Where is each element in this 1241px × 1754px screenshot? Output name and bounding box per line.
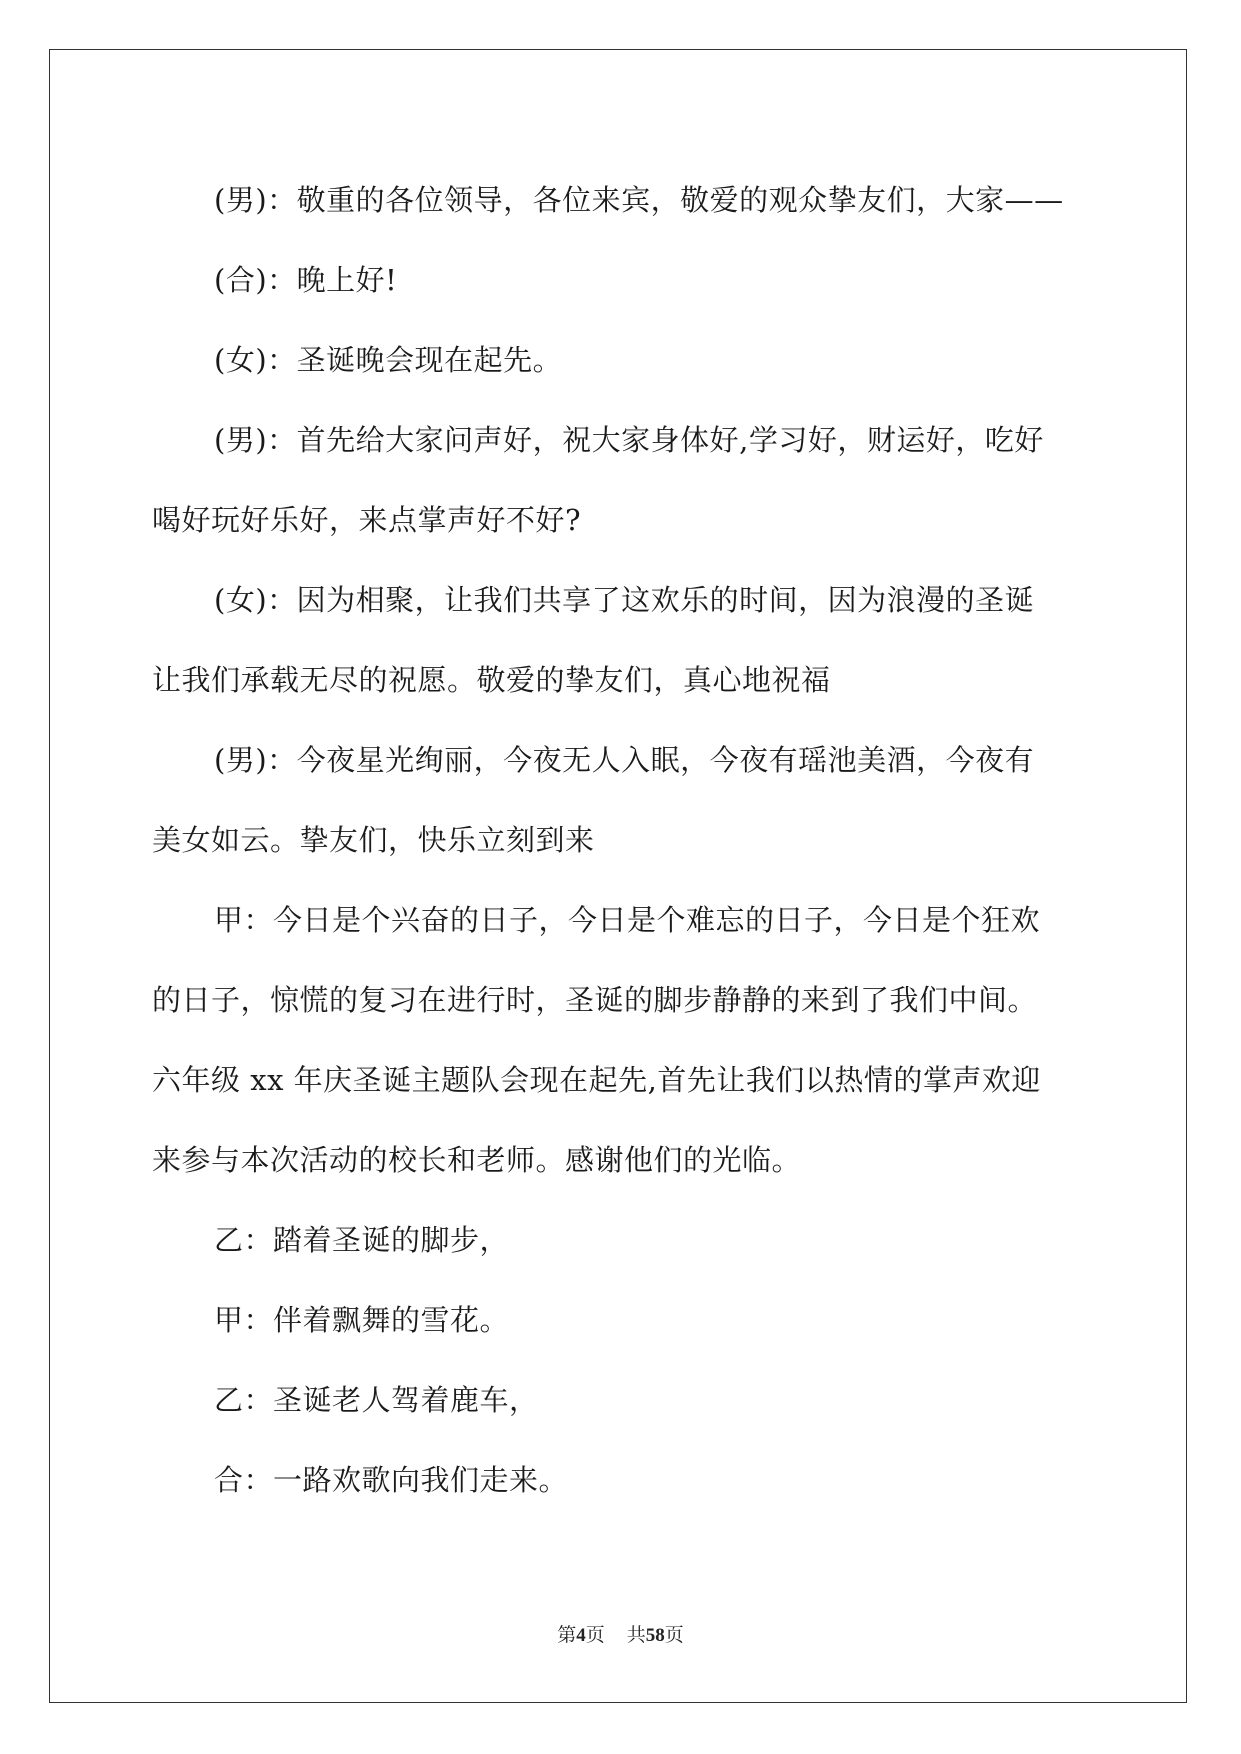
text-line: 来参与本次活动的校长和老师。感谢他们的光临。 <box>152 1143 802 1177</box>
footer-total-suffix: 页 <box>664 1625 684 1646</box>
text-line: (男)：敬重的各位领导，各位来宾，敬爱的观众挚友们，大家—— <box>214 183 1064 217</box>
total-pages: 58 <box>645 1625 665 1646</box>
text-line: 甲：伴着飘舞的雪花。 <box>214 1303 510 1337</box>
text-line: 美女如云。挚友们，快乐立刻到来 <box>152 823 595 857</box>
text-line: (男)：首先给大家问声好，祝大家身体好,学习好，财运好，吃好 <box>214 423 1044 457</box>
text-block <box>152 160 1087 1520</box>
text-line: 乙：踏着圣诞的脚步， <box>214 1223 510 1257</box>
text-line: 喝好玩好乐好，来点掌声好不好? <box>152 503 582 537</box>
page-number: 4 <box>576 1625 586 1646</box>
text-line: (合)：晚上好! <box>214 263 398 297</box>
text-line: 乙：圣诞老人驾着鹿车， <box>214 1383 539 1417</box>
footer-total-prefix: 共 <box>626 1625 646 1646</box>
text-line: 合：一路欢歌向我们走来。 <box>214 1463 569 1497</box>
text-line: 甲：今日是个兴奋的日子，今日是个难忘的日子，今日是个狂欢 <box>214 903 1041 937</box>
text-line: 六年级 xx 年庆圣诞主题队会现在起先,首先让我们以热情的掌声欢迎 <box>152 1063 1041 1097</box>
text-line: 让我们承载无尽的祝愿。敬爱的挚友们，真心地祝福 <box>152 663 831 697</box>
footer-page-suffix: 页 <box>585 1625 605 1646</box>
page-footer <box>0 1620 1241 1647</box>
text-line: 的日子，惊慌的复习在进行时，圣诞的脚步静静的来到了我们中间。 <box>152 983 1038 1017</box>
text-line: (女)：圣诞晚会现在起先。 <box>214 343 563 377</box>
document-body <box>152 160 1087 1520</box>
footer-prefix: 第 <box>557 1625 577 1646</box>
text-line: (女)：因为相聚，让我们共享了这欢乐的时间，因为浪漫的圣诞 <box>214 583 1035 617</box>
text-line: (男)：今夜星光绚丽，今夜无人入眠，今夜有瑶池美酒，今夜有 <box>214 743 1035 777</box>
